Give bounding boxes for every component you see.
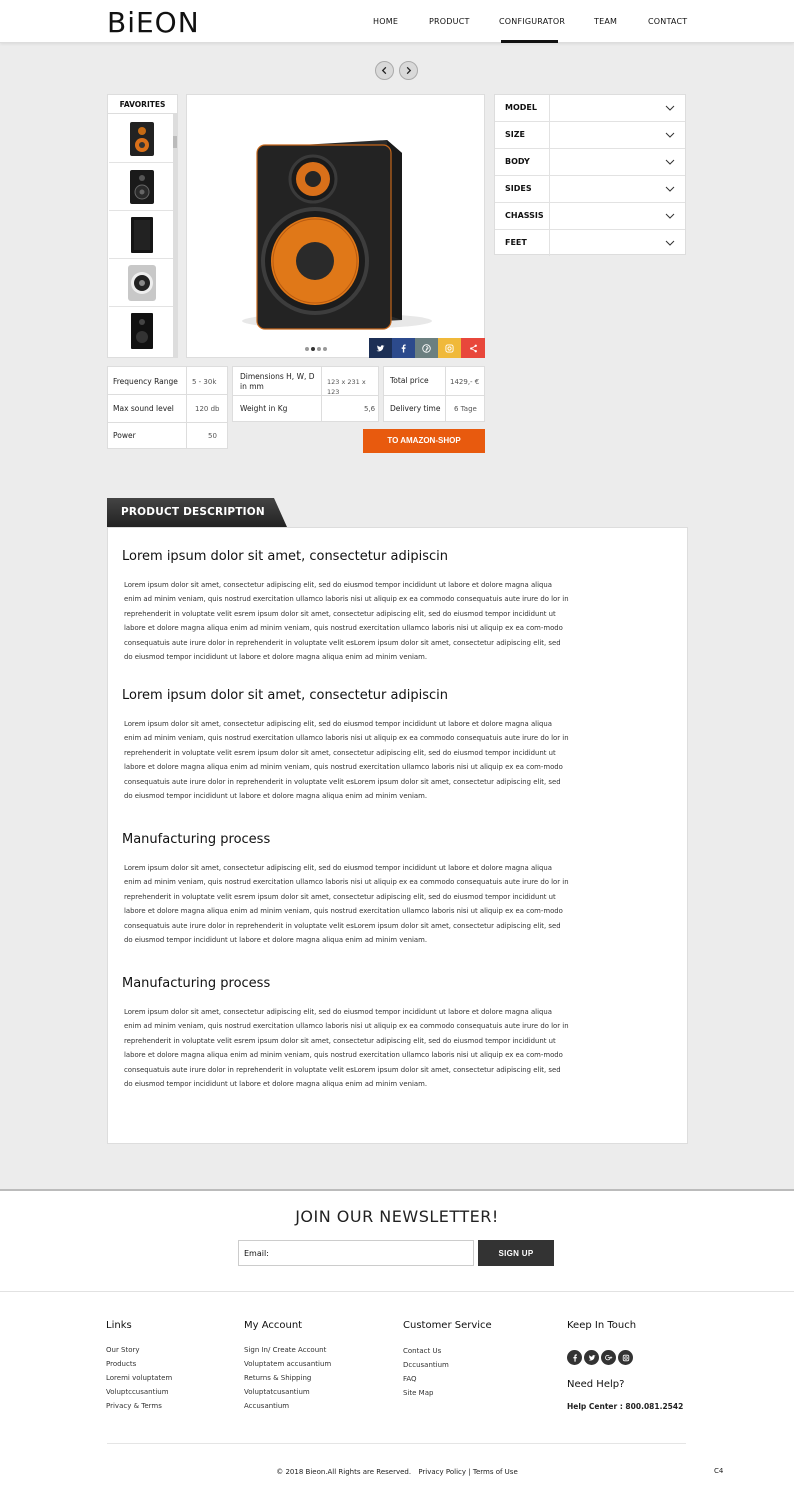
signup-button[interactable]: SIGN UP [478, 1240, 554, 1266]
section-heading: Manufacturing process [122, 976, 271, 991]
chevron-down-icon [665, 104, 675, 112]
facebook-social-button[interactable] [567, 1350, 582, 1365]
section-heading: Manufacturing process [122, 832, 271, 847]
speaker-thumbnail [128, 312, 156, 350]
twitter-share-button[interactable] [369, 338, 392, 358]
footer-link[interactable]: Voluptatem accusantium [244, 1360, 332, 1368]
instagram-share-button[interactable] [438, 338, 461, 358]
pagination-dot[interactable] [305, 347, 309, 351]
site-header [0, 0, 794, 43]
spec-label: Weight in Kg [240, 404, 288, 413]
google-plus-icon [605, 1354, 613, 1362]
facebook-icon [399, 344, 408, 353]
speaker-thumbnail [128, 216, 156, 254]
pagination-dot[interactable] [323, 347, 327, 351]
favorite-item[interactable] [109, 259, 175, 307]
footer-separator: | [468, 1468, 471, 1476]
favorites-title: FAVORITES [108, 95, 177, 114]
footer-link[interactable]: Site Map [403, 1389, 434, 1397]
copyright-text: © 2018 Bieon.All Rights are Reserved. [276, 1468, 412, 1476]
footer-account-title: My Account [244, 1320, 303, 1331]
instagram-icon [445, 344, 454, 353]
brand-logo[interactable]: BiEON [107, 6, 200, 39]
description-tab[interactable]: PRODUCT DESCRIPTION [121, 506, 265, 518]
newsletter-title: JOIN OUR NEWSLETTER! [295, 1207, 499, 1226]
option-label: SIDES [505, 184, 532, 193]
option-label: BODY [505, 157, 530, 166]
option-chassis[interactable] [495, 203, 685, 230]
speaker-thumbnail [126, 264, 158, 302]
footer-link[interactable]: Dccusantium [403, 1361, 449, 1369]
pinterest-icon [422, 344, 431, 353]
amazon-shop-button[interactable]: TO AMAZON-SHOP [363, 429, 485, 453]
footer-link[interactable]: FAQ [403, 1375, 417, 1383]
nav-configurator[interactable]: CONFIGURATOR [499, 17, 566, 26]
footer-link[interactable]: Returns & Shipping [244, 1374, 312, 1382]
pagination-dot-active[interactable] [311, 347, 315, 351]
spec-value: 5,6 [364, 405, 376, 413]
chevron-down-icon [665, 239, 675, 247]
nav-home[interactable]: HOME [373, 17, 399, 26]
instagram-icon [622, 1354, 630, 1362]
option-label: FEET [505, 238, 527, 247]
spec-table-audio [107, 366, 228, 449]
spec-label: Dimensions H, W, D in mm [240, 372, 315, 391]
option-feet[interactable] [495, 230, 685, 257]
spec-value: 120 db [195, 405, 220, 413]
privacy-policy-link[interactable]: Privacy Policy [418, 1468, 467, 1476]
option-sides[interactable] [495, 176, 685, 203]
section-body: Lorem ipsum dolor sit amet, consectetur adipiscing elit, sed do eiusmod tempor incididunt ut labore et dolore magna aliqua enim ad minim veniam, quis nostrud exercitation ullamco laboris nisi ut aliquip ex ea commodo consequatuis aute irure do lor in reprehenderit in voluptate velit esrem ipsum dolor sit amet, consectetur adipiscing elit, sed do eiusmod tempor incididunt ut labore et dolore magna aliqua enim ad minim veniam, quis nostrud exercitation ullamco laboris nisi ut aliquip ex ea com-modo consequatuis aute irure dolor in reprehenderit in voluptate velit esLorem ipsum dolor sit amet, consectetur adipiscing elit, sed do eiusmod tempor incididunt ut labore et dolore magna aliqua enim ad minim veniam. [124, 581, 569, 662]
image-pagination[interactable] [305, 347, 327, 351]
footer-divider [107, 1443, 686, 1444]
chevron-down-icon [665, 131, 675, 139]
chevron-right-icon [404, 66, 413, 75]
speaker-thumbnail [128, 121, 156, 157]
nav-active-indicator [501, 40, 558, 43]
section-body: Lorem ipsum dolor sit amet, consectetur adipiscing elit, sed do eiusmod tempor incididunt ut labore et dolore magna aliqua enim ad minim veniam, quis nostrud exercitation ullamco laboris nisi ut aliquip ex ea commodo consequatuis aute irure do lor in reprehenderit in voluptate velit esrem ipsum dolor sit amet, consectetur adipiscing elit, sed do eiusmod tempor incididunt ut labore et dolore magna aliqua enim ad minim veniam, quis nostrud exercitation ullamco laboris nisi ut aliquip ex ea com-modo consequatuis aute irure dolor in reprehenderit in voluptate velit esLorem ipsum dolor sit amet, consectetur adipiscing elit, sed do eiusmod tempor incididunt ut labore et dolore magna aliqua enim ad minim veniam. [124, 720, 569, 801]
footer-links-title: Links [106, 1320, 132, 1331]
spec-table-dimensions [232, 366, 379, 422]
instagram-social-button[interactable] [618, 1350, 633, 1365]
delivery-time-value: 6 Tage [454, 405, 477, 413]
total-price-value: 1429,- € [450, 378, 480, 386]
chevron-down-icon [665, 185, 675, 193]
option-size[interactable] [495, 122, 685, 149]
option-body[interactable] [495, 149, 685, 176]
spec-value: 50 [208, 432, 217, 440]
footer-link[interactable]: Privacy & Terms [106, 1402, 162, 1410]
section-body: Lorem ipsum dolor sit amet, consectetur adipiscing elit, sed do eiusmod tempor incididunt ut labore et dolore magna aliqua enim ad minim veniam, quis nostrud exercitation ullamco laboris nisi ut aliquip ex ea commodo consequatuis aute irure do lor in reprehenderit in voluptate velit esrem ipsum dolor sit amet, consectetur adipiscing elit, sed do eiusmod tempor incididunt ut labore et dolore magna aliqua enim ad minim veniam, quis nostrud exercitation ullamco laboris nisi ut aliquip ex ea com-modo consequatuis aute irure dolor in reprehenderit in voluptate velit esLorem ipsum dolor sit amet, consectetur adipiscing elit, sed do eiusmod tempor incididunt ut labore et dolore magna aliqua enim ad minim veniam. [124, 864, 569, 945]
footer-service-title: Customer Service [403, 1320, 492, 1331]
next-button[interactable] [399, 61, 418, 80]
footer-link[interactable]: Voluptccusantium [106, 1388, 169, 1396]
facebook-share-button[interactable] [392, 338, 415, 358]
pagination-dot[interactable] [317, 347, 321, 351]
newsletter-email-input[interactable] [238, 1240, 474, 1266]
section-heading: Lorem ipsum dolor sit amet, consectetur adipiscin [122, 688, 448, 703]
chevron-down-icon [665, 212, 675, 220]
facebook-icon [571, 1354, 579, 1362]
terms-of-use-link[interactable]: Terms of Use [472, 1468, 518, 1476]
spec-label: Power [113, 431, 136, 440]
option-label: CHASSIS [505, 211, 544, 220]
option-model[interactable] [495, 95, 685, 122]
twitter-icon [376, 344, 385, 353]
share-button[interactable] [461, 338, 485, 358]
product-viewer [186, 94, 485, 358]
nav-product[interactable]: PRODUCT [429, 17, 470, 26]
spec-label: Frequency Range [113, 377, 178, 386]
speaker-image [187, 95, 484, 357]
footer-link[interactable]: Voluptatcusantium [244, 1388, 310, 1396]
favorite-item[interactable] [109, 307, 175, 355]
pinterest-share-button[interactable] [415, 338, 438, 358]
chevron-left-icon [380, 66, 389, 75]
footer-link[interactable]: Loremi voluptatem [106, 1374, 173, 1382]
share-icon [469, 344, 478, 353]
configurator-options [494, 94, 686, 255]
favorite-item[interactable] [109, 163, 175, 211]
footer-link[interactable]: Our Story [106, 1346, 140, 1354]
google-plus-social-button[interactable] [601, 1350, 616, 1365]
page-code: C4 [714, 1467, 724, 1475]
speaker-thumbnail [128, 169, 156, 205]
section-body: Lorem ipsum dolor sit amet, consectetur adipiscing elit, sed do eiusmod tempor incididunt ut labore et dolore magna aliqua enim ad minim veniam, quis nostrud exercitation ullamco laboris nisi ut aliquip ex ea commodo consequatuis aute irure do lor in reprehenderit in voluptate velit esrem ipsum dolor sit amet, consectetur adipiscing elit, sed do eiusmod tempor incididunt ut labore et dolore magna aliqua enim ad minim veniam, quis nostrud exercitation ullamco laboris nisi ut aliquip ex ea com-modo consequatuis aute irure dolor in reprehenderit in voluptate velit esLorem ipsum dolor sit amet, consectetur adipiscing elit, sed do eiusmod tempor incididunt ut labore et dolore magna aliqua enim ad minim veniam. [124, 1008, 569, 1089]
nav-team[interactable]: TEAM [594, 17, 618, 26]
footer-help-title: Need Help? [567, 1379, 625, 1390]
spec-label: Delivery time [390, 404, 441, 413]
copyright-bar [0, 1468, 794, 1476]
spec-label: Total price [390, 376, 429, 385]
favorites-scrollbar[interactable] [173, 113, 177, 358]
twitter-social-button[interactable] [584, 1350, 599, 1365]
footer-link[interactable]: Accusantium [244, 1402, 290, 1410]
chevron-down-icon [665, 158, 675, 166]
favorite-item[interactable] [109, 115, 175, 163]
prev-button[interactable] [375, 61, 394, 80]
nav-contact[interactable]: CONTACT [648, 17, 688, 26]
footer-link[interactable]: Contact Us [403, 1347, 442, 1355]
favorite-item[interactable] [109, 211, 175, 259]
favorites-scroll-thumb[interactable] [173, 136, 177, 148]
spec-label: Max sound level [113, 404, 174, 413]
spec-value: 123 x 231 x 123 [327, 378, 366, 396]
option-label: MODEL [505, 103, 537, 112]
spec-table-price [383, 366, 485, 422]
footer-touch-title: Keep In Touch [567, 1320, 637, 1331]
twitter-icon [588, 1354, 596, 1362]
help-center-phone[interactable]: Help Center : 800.081.2542 [567, 1402, 684, 1411]
section-heading: Lorem ipsum dolor sit amet, consectetur adipiscin [122, 549, 448, 564]
footer-link[interactable]: Sign In/ Create Account [244, 1346, 327, 1354]
spec-value: 5 - 30k [192, 378, 217, 386]
footer-link[interactable]: Products [106, 1360, 137, 1368]
favorites-panel [107, 94, 178, 358]
option-label: SIZE [505, 130, 526, 139]
